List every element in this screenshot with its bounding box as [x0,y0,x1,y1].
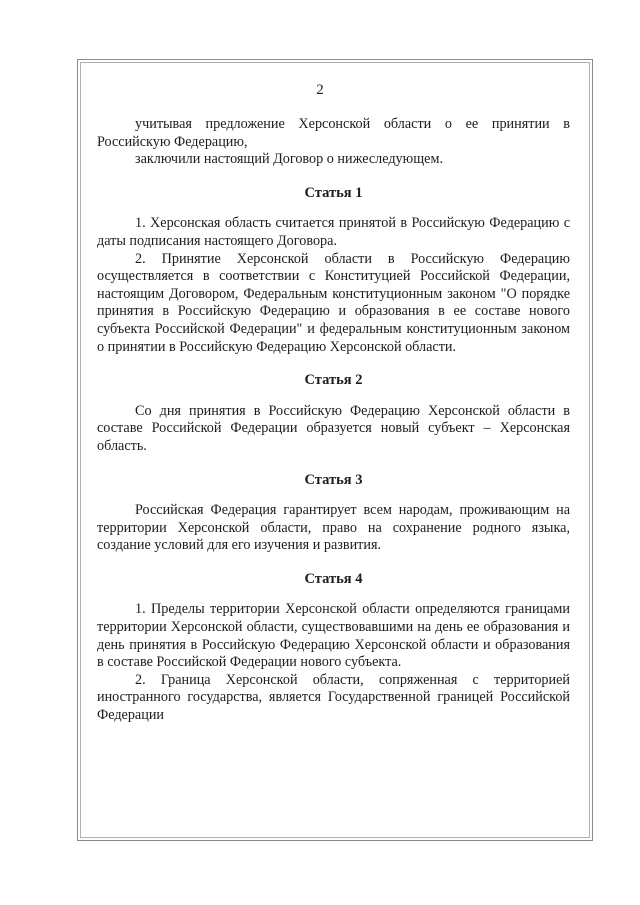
preamble-paragraph-1: учитывая предложение Херсонской области о ее принятии в Российскую Федерацию, [97,116,570,150]
page-number: 2 [316,82,324,98]
article-1-paragraph-2: 2. Принятие Херсонской области в Российскую Федерацию осуществляется в соответствии с Конституцией Российской Федерации, настоящим Договором, Федеральным конституционным законом "О порядке принятия в Российскую Федерацию и образования в ее составе нового субъекта Российской Федерации" и федеральным конституционным законом о принятии в Российскую Федерацию Херсонской области. [97,250,570,355]
article-3-paragraph-1: Российская Федерация гарантирует всем народам, проживающим на территории Херсонской области, право на сохранение родного языка, создание условий для его изучения и развития. [97,502,570,554]
preamble-paragraph-2: заключили настоящий Договор о нижеследующем. [135,151,443,168]
article-4-title: Статья 4 [304,570,363,587]
document-body [97,116,570,725]
article-2-paragraph-1: Со дня принятия в Российскую Федерацию Херсонской области в составе Российской Федерации образуется новый субъект – Херсонская область. [97,402,570,454]
article-3-title: Статья 3 [304,471,363,488]
article-4-paragraph-2: 2. Граница Херсонской области, сопряженная с территорией иностранного государства, является Государственной границей Российской Федерации [97,671,570,724]
article-2-title: Статья 2 [304,372,363,389]
article-1-paragraph-1: 1. Херсонская область считается принятой в Российскую Федерацию с даты подписания настоящего Договора. [97,215,570,249]
article-4-paragraph-1: 1. Пределы территории Херсонской области определяются границами территории Херсонской области, существовавшими на день ее образования и день принятия в Российскую Федерацию Херсонской области и образования в составе Российской Федерации нового субъекта. [97,601,570,671]
article-1-title: Статья 1 [304,184,363,201]
